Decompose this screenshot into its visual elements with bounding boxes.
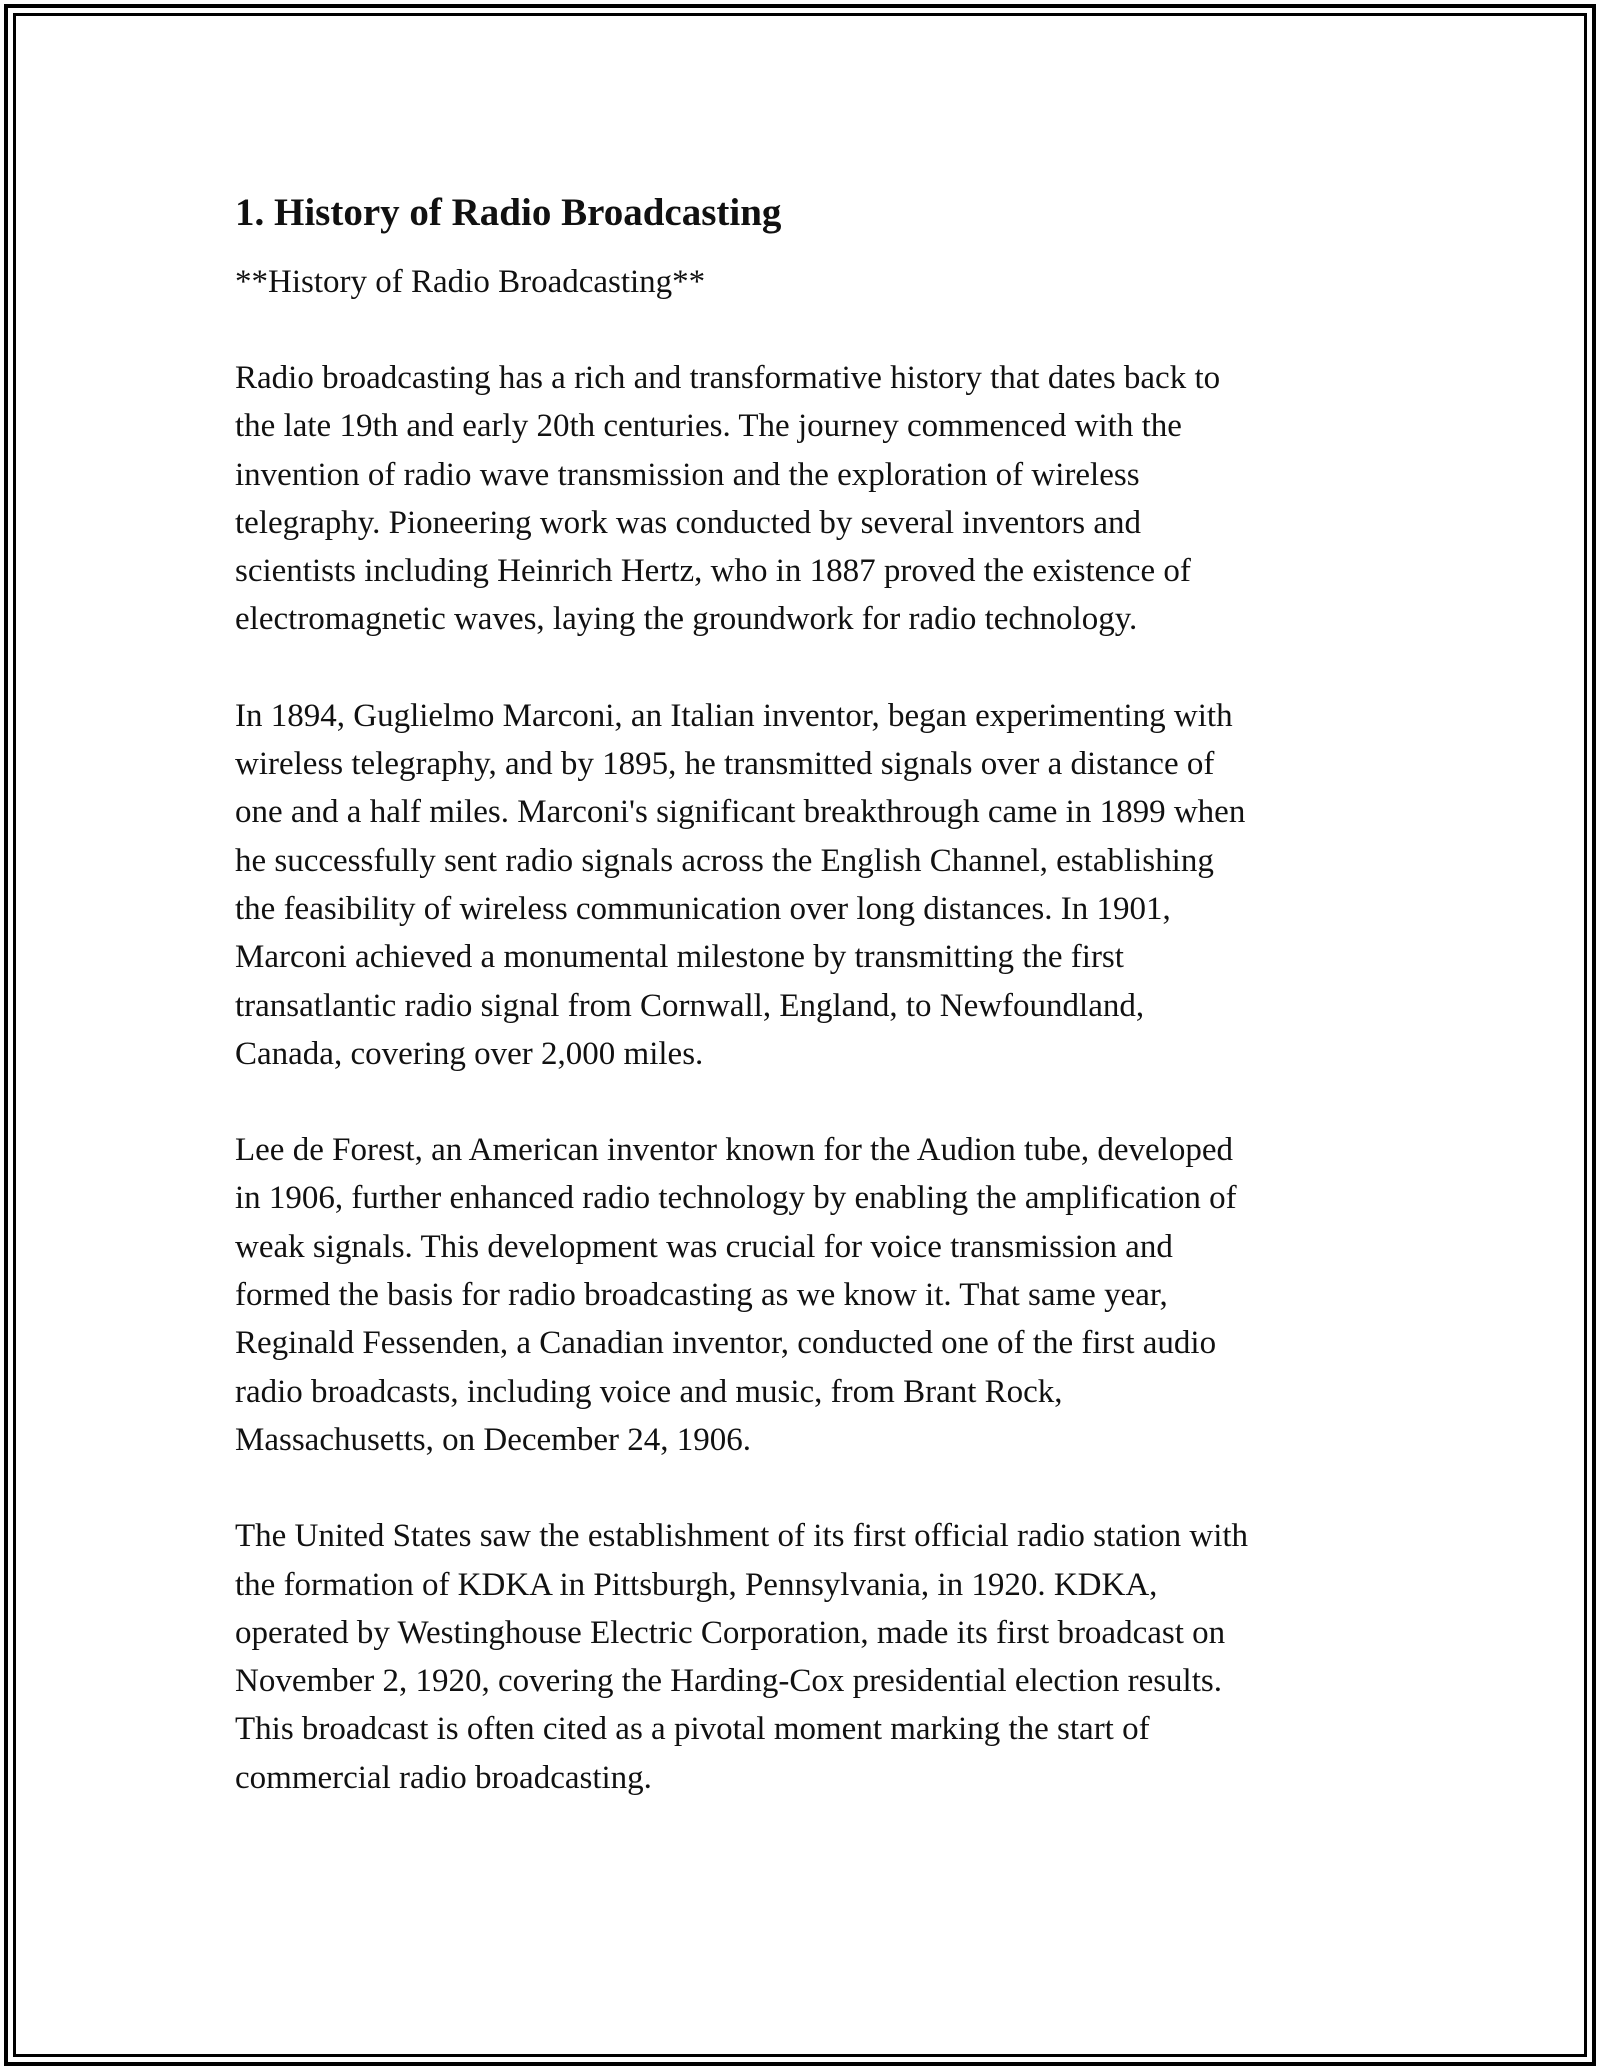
paragraph-line: the formation of KDKA in Pittsburgh, Pennsylvania, in 1920. KDKA, (235, 1566, 1158, 1603)
paragraph-line: November 2, 1920, covering the Harding-Cox presidential election results. (235, 1663, 1222, 1700)
paragraph-line: Reginald Fessenden, a Canadian inventor, conducted one of the first audio (235, 1325, 1217, 1362)
section-heading: 1. History of Radio Broadcasting (235, 191, 782, 234)
paragraph-4 (235, 1512, 1385, 1802)
paragraph-line: electromagnetic waves, laying the groundwork for radio technology. (235, 601, 1138, 638)
paragraph-line: the feasibility of wireless communication over long distances. In 1901, (235, 890, 1171, 927)
paragraph-line: In 1894, Guglielmo Marconi, an Italian inventor, began experimenting with (235, 697, 1233, 734)
paragraph-line: formed the basis for radio broadcasting as we know it. That same year, (235, 1277, 1168, 1314)
section-subtitle: **History of Radio Broadcasting** (235, 264, 706, 300)
paragraph-line: Radio broadcasting has a rich and transformative history that dates back to (235, 360, 1221, 396)
paragraph-line: weak signals. This development was crucial for voice transmission and (235, 1228, 1173, 1265)
paragraph-line: transatlantic radio signal from Cornwall, England, to Newfoundland, (235, 987, 1145, 1024)
paragraph-line: in 1906, further enhanced radio technology by enabling the amplification of (235, 1180, 1237, 1217)
paragraph-2 (235, 692, 1385, 1078)
paragraph-line: telegraphy. Pioneering work was conducted by several inventors and (235, 504, 1142, 541)
paragraph-line: wireless telegraphy, and by 1895, he transmitted signals over a distance of (235, 746, 1215, 783)
paragraph-3 (235, 1126, 1385, 1464)
paragraph-line: Canada, covering over 2,000 miles. (235, 1035, 704, 1072)
paragraph-line: commercial radio broadcasting. (235, 1759, 652, 1796)
document-body (235, 184, 1385, 1802)
paragraph-line: one and a half miles. Marconi's significant breakthrough came in 1899 when (235, 794, 1246, 831)
paragraph-line: Massachusetts, on December 24, 1906. (235, 1421, 751, 1458)
paragraph-line: scientists including Heinrich Hertz, who in 1887 proved the existence of (235, 553, 1191, 590)
paragraph-line: Lee de Forest, an American inventor known for the Audion tube, developed (235, 1132, 1233, 1169)
paragraph-line: Marconi achieved a monumental milestone by transmitting the first (235, 939, 1124, 976)
paragraph-line: radio broadcasts, including voice and music, from Brant Rock, (235, 1373, 1063, 1410)
paragraph-1 (235, 354, 1385, 644)
paragraph-line: This broadcast is often cited as a pivotal moment marking the start of (235, 1711, 1150, 1748)
paragraph-line: The United States saw the establishment of its first official radio station with (235, 1518, 1249, 1555)
paragraph-line: he successfully sent radio signals across the English Channel, establishing (235, 842, 1214, 879)
paragraph-line: operated by Westinghouse Electric Corporation, made its first broadcast on (235, 1614, 1226, 1651)
paragraph-line: the late 19th and early 20th centuries. The journey commenced with the (235, 408, 1182, 445)
paragraph-line: invention of radio wave transmission and the exploration of wireless (235, 456, 1140, 493)
